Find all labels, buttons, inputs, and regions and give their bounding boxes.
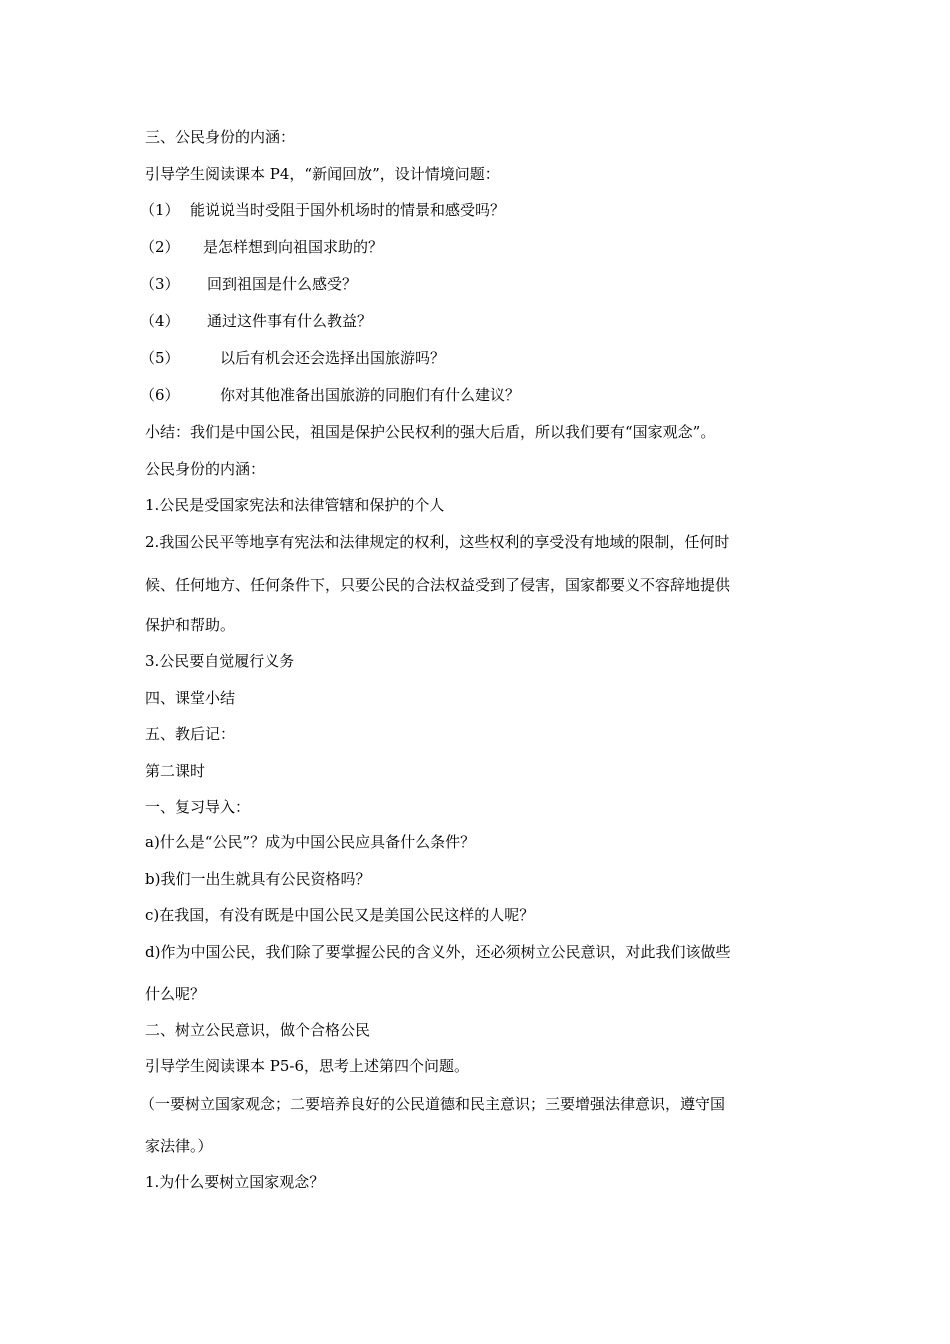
question-6-number: （6）	[140, 386, 180, 404]
lesson-2-heading: 第二课时	[145, 762, 206, 780]
question-2-number: （2）	[140, 238, 180, 256]
question-3-text: 回到祖国是什么感受？	[207, 275, 358, 293]
point-2-line-2: 候、任何地方、任何条件下，只要公民的合法权益受到了侵害，国家都要义不容辞地提供	[145, 576, 731, 594]
section-4-heading: 四、课堂小结	[145, 689, 236, 707]
point-2-line-1: 2.我国公民平等地享有宪法和法律规定的权利，这些权利的享受没有地域的限制，任何时	[145, 533, 730, 551]
review-item-c: c)在我国，有没有既是中国公民又是美国公民这样的人呢？	[145, 906, 535, 924]
review-heading: 一、复习导入：	[145, 798, 251, 816]
connotation-heading: 公民身份的内涵：	[145, 460, 266, 478]
question-1-number: （1）	[140, 201, 180, 219]
section-2-question-1: 1.为什么要树立国家观念？	[145, 1173, 325, 1191]
question-3-number: （3）	[140, 275, 180, 293]
summary-text: 小结：我们是中国公民，祖国是保护公民权利的强大后盾，所以我们要有“国家观念”。	[145, 423, 716, 441]
question-4-number: （4）	[140, 312, 180, 330]
section-2-answer-line-1: （一要树立国家观念；二要培养良好的公民道德和民主意识；三要增强法律意识，遵守国	[140, 1095, 726, 1113]
section-3-intro: 引导学生阅读课本 P4，“新闻回放”，设计情境问题：	[145, 165, 500, 183]
review-item-d-line-1: d)作为中国公民，我们除了要掌握公民的含义外，还必须树立公民意识，对此我们该做些	[145, 943, 731, 961]
question-2-text: 是怎样想到向祖国求助的？	[203, 238, 384, 256]
point-3: 3.公民要自觉履行义务	[145, 652, 295, 670]
section-2-heading: 二、树立公民意识，做个合格公民	[145, 1021, 371, 1039]
review-item-d-line-2: 什么呢？	[145, 985, 206, 1003]
point-2-line-3: 保护和帮助。	[145, 616, 236, 634]
section-2-intro: 引导学生阅读课本 P5-6，思考上述第四个问题。	[145, 1057, 470, 1075]
review-item-b: b)我们一出生就具有公民资格吗？	[145, 870, 371, 888]
question-6-text: 你对其他准备出国旅游的同胞们有什么建议？	[220, 386, 521, 404]
review-item-a: a)什么是“公民”？成为中国公民应具备什么条件？	[145, 833, 476, 851]
point-1: 1.公民是受国家宪法和法律管辖和保护的个人	[145, 496, 445, 514]
section-2-answer-line-2: 家法律。）	[145, 1137, 213, 1155]
question-4-text: 通过这件事有什么教益？	[207, 312, 373, 330]
question-1-text: 能说说当时受阻于国外机场时的情景和感受吗？	[190, 201, 506, 219]
section-5-heading: 五、教后记：	[145, 725, 236, 743]
section-3-heading: 三、公民身份的内涵：	[145, 128, 296, 146]
question-5-text: 以后有机会还会选择出国旅游吗？	[220, 349, 446, 367]
question-5-number: （5）	[140, 349, 180, 367]
